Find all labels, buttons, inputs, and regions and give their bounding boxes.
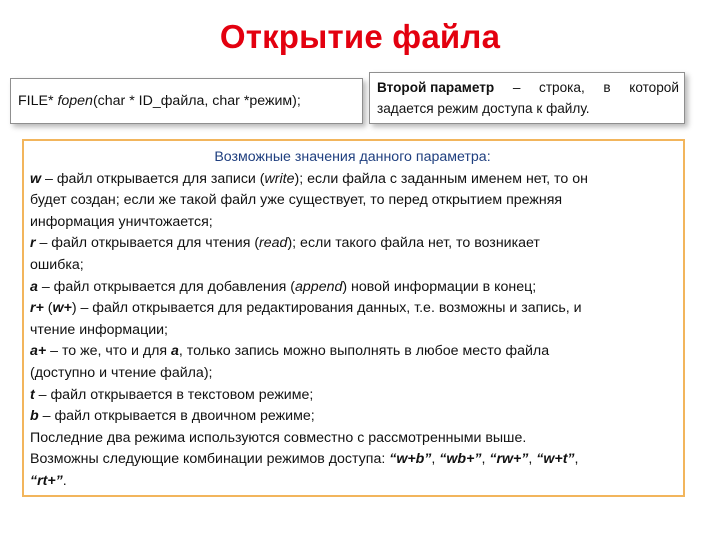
mode-key: r [30, 235, 36, 252]
mode-w-continuation: будет создан; если же такой файл уже существует, то перед открытием прежняя [30, 192, 563, 209]
mode-r-continuation: ошибка; [30, 256, 84, 273]
mode-word: read [259, 235, 288, 252]
combination: “w+t” [536, 451, 575, 468]
combination: “rw+” [489, 451, 529, 468]
mode-text: – файл открывается для записи ( [41, 170, 265, 187]
separator: , [481, 451, 490, 468]
mode-a-line [30, 277, 683, 299]
mode-word: write [264, 170, 295, 187]
mode-text: ) новой информации в конец; [342, 278, 537, 295]
mode-rplus-continuation: чтение информации; [30, 321, 168, 338]
second-parameter-note-box [369, 72, 685, 124]
mode-text: – файл открывается в двоичном режиме; [38, 408, 315, 425]
mode-text: – файл открывается для чтения ( [35, 235, 260, 252]
mode-key: b [30, 408, 39, 425]
mode-text: – файл открывается для добавления ( [37, 278, 296, 295]
modes-last-note: Последние два режима используются совместно с рассмотренными выше. [30, 429, 527, 446]
slide-title: Открытие файла [219, 18, 501, 55]
mode-key: t [30, 386, 35, 403]
combinations-line [30, 449, 683, 471]
mode-word: append [295, 278, 343, 295]
combination: “wb+” [439, 451, 482, 468]
mode-aplus-line [30, 341, 683, 363]
mode-text: ( [43, 300, 53, 317]
note-bold-part: Второй параметр [377, 80, 495, 95]
modes-description-box [22, 139, 685, 497]
separator: , [528, 451, 537, 468]
prototype-return-type: FILE* [18, 93, 58, 109]
mode-r-line [30, 233, 683, 255]
mode-key: w+ [52, 300, 72, 317]
combinations-intro: Возможны следующие комбинации режимов доступа: [30, 451, 390, 468]
note-word: – [512, 80, 521, 95]
prototype-arguments: (char * ID_файла, char *режим); [92, 93, 301, 109]
mode-b-line [30, 406, 683, 428]
separator: , [431, 451, 440, 468]
combinations-continuation [30, 471, 683, 493]
mode-w-continuation: информация уничтожается; [30, 213, 213, 230]
mode-key: a [171, 343, 179, 360]
mode-text: ); если файла с заданным именем нет, то он [294, 170, 588, 187]
mode-text: – файл открывается в текстовом режиме; [34, 386, 314, 403]
note-line-1 [377, 77, 679, 98]
mode-text: , только запись можно выполнять в любое место файла [178, 343, 550, 360]
mode-text: ); если такого файла нет, то возникает [287, 235, 540, 252]
mode-key: a+ [30, 343, 47, 360]
note-word: в [603, 80, 611, 95]
prototype-function-name: fopen [57, 93, 93, 109]
mode-rplus-line [30, 298, 683, 320]
note-word: строка, [539, 80, 585, 95]
note-line-2: задается режим доступа к файлу. [377, 101, 590, 116]
mode-text: ) – файл открывается для редактирования данных, т.е. возможны и запись, и [71, 300, 582, 317]
combination: “w+b” [389, 451, 432, 468]
function-prototype-box [10, 78, 363, 124]
mode-key: a [30, 278, 38, 295]
mode-w-line [30, 169, 683, 191]
combination: “rt+” [30, 472, 63, 489]
mode-text: – то же, что и для [46, 343, 172, 360]
mode-key: w [30, 170, 42, 187]
separator: , [574, 451, 579, 468]
mode-t-line [30, 385, 683, 407]
modes-heading: Возможные значения данного параметра: [214, 149, 491, 165]
period: . [62, 472, 67, 489]
mode-key: r+ [30, 300, 44, 317]
note-word: которой [629, 80, 679, 95]
mode-aplus-continuation: (доступно и чтение файла); [30, 364, 213, 381]
